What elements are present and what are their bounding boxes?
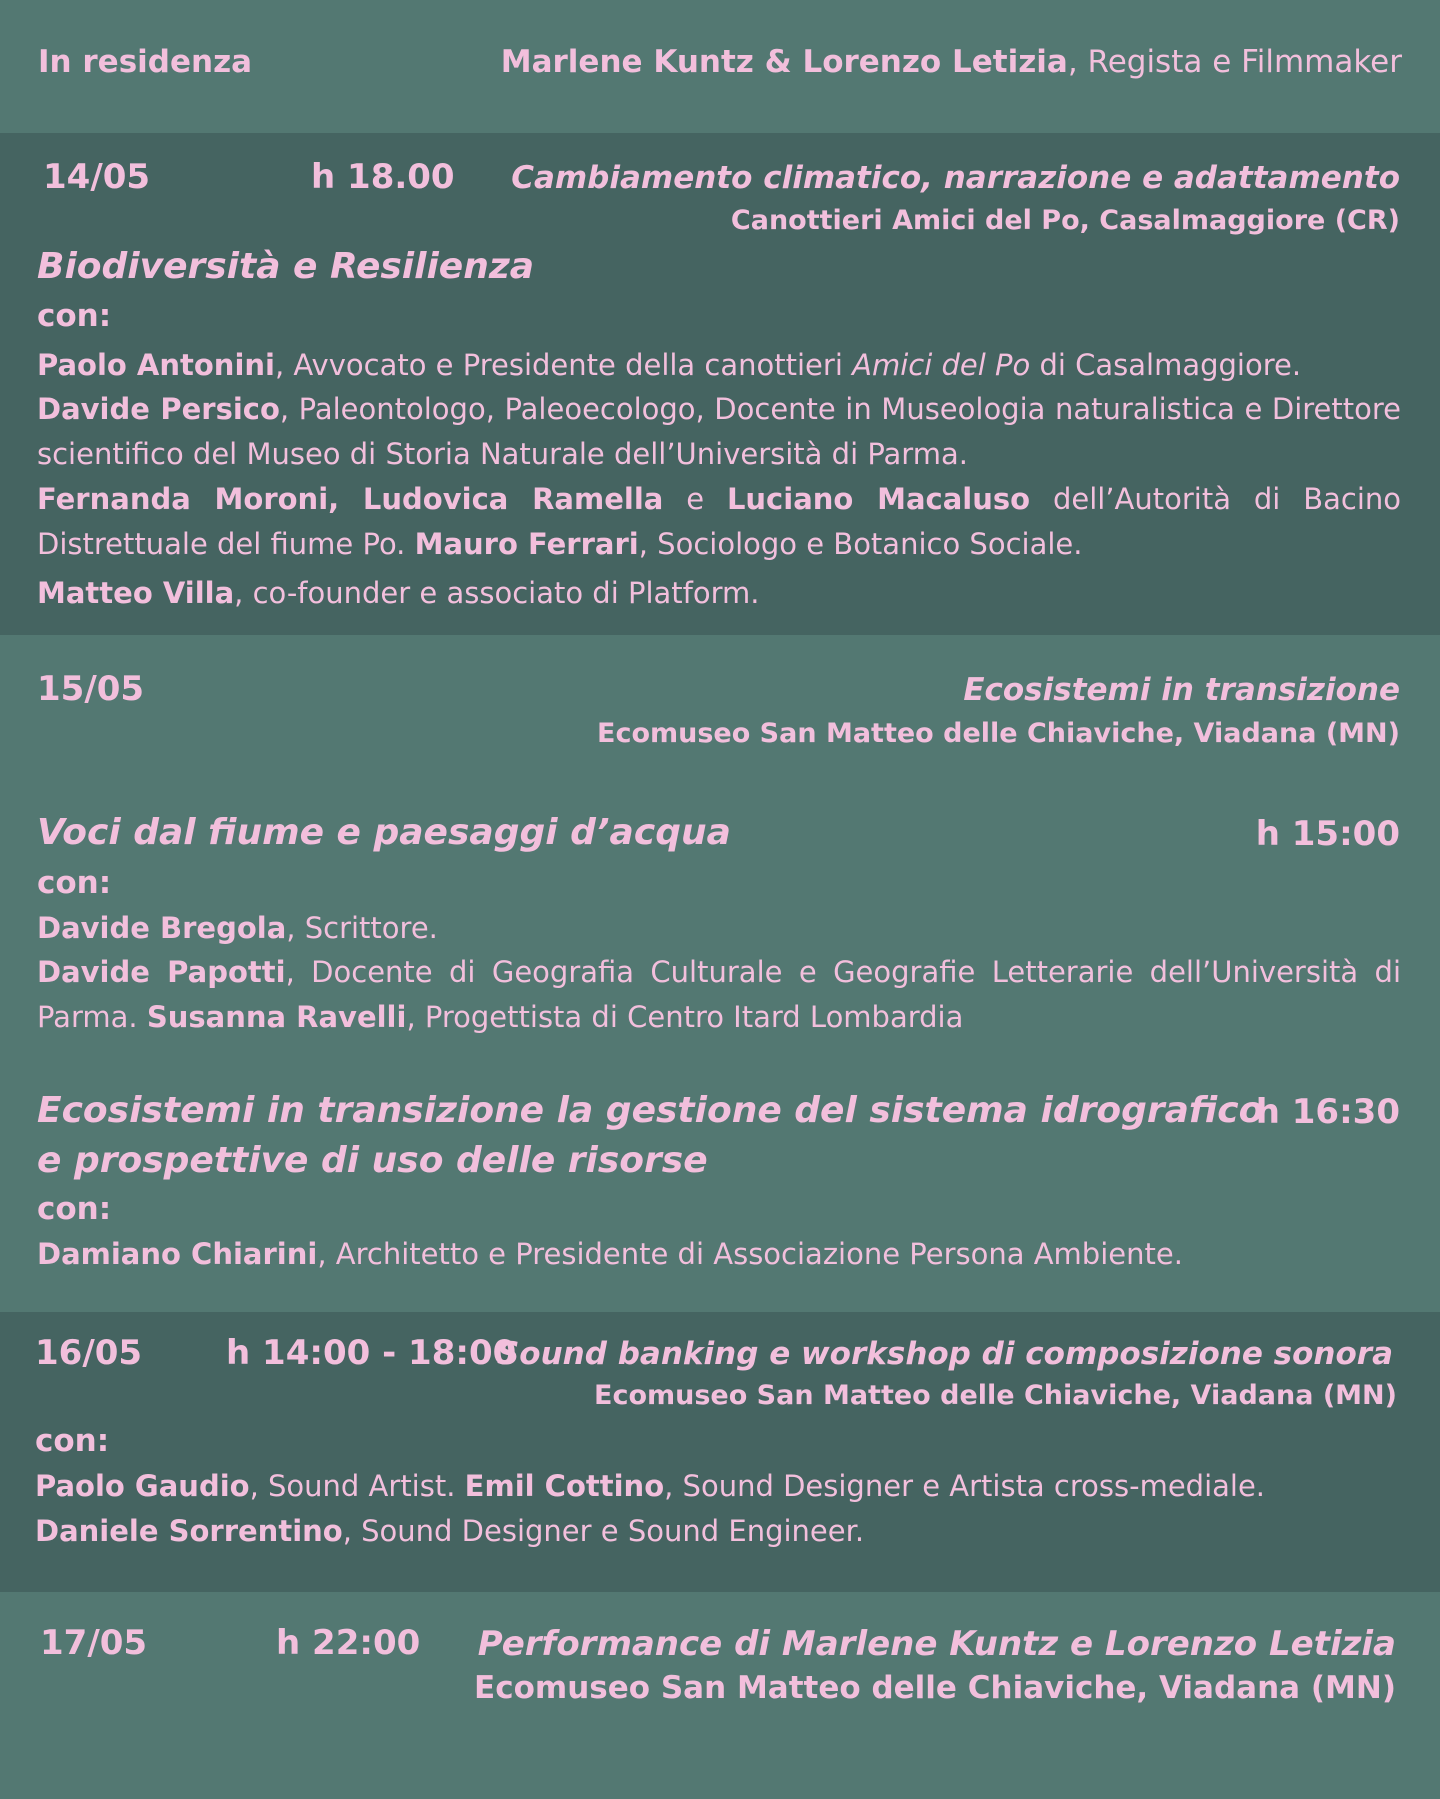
event-15-05 <box>0 635 1440 1312</box>
participant-paragraph <box>37 477 1401 567</box>
participant-name: Daniele Sorrentino <box>35 1514 343 1548</box>
session-title: Ecosistemi in transizione la gestione del sistema idrografico <box>37 1090 1264 1131</box>
event-title: Cambiamento climatico, narrazione e adattamento <box>511 160 1400 196</box>
participant-desc: , Docente di Geografia Culturale e Geografie Letterarie dell’Università di Parma. <box>37 955 1402 1034</box>
participant-conjunction: e <box>663 482 727 516</box>
con-label: con: <box>37 298 112 334</box>
participant-name: Mauro Ferrari <box>414 527 639 561</box>
participant-name: Fernanda Moroni, Ludovica Ramella <box>37 482 664 516</box>
session-title: Biodiversità e Resilienza <box>37 246 535 287</box>
participant-desc: , Progettista di Centro Itard Lombardia <box>406 1000 964 1034</box>
participant-name: Susanna Ravelli <box>146 1000 407 1034</box>
participant-desc: , Sociologo e Botanico Sociale. <box>638 527 1083 561</box>
participant-name: Davide Bregola <box>37 911 287 945</box>
event-venue: Ecomuseo San Matteo delle Chiaviche, Viadana (MN) <box>474 1670 1396 1706</box>
session-title: Voci dal fiume e paesaggi d’acqua <box>37 812 731 853</box>
participant-name: Matteo Villa <box>37 576 235 610</box>
participant-desc: , Avvocato e Presidente della canottieri <box>274 348 853 382</box>
participant-desc: , Architetto e Presidente di Associazione Persona Ambiente. <box>317 1237 1183 1271</box>
participant-name: Paolo Antonini <box>37 348 275 382</box>
event-date: 15/05 <box>37 669 145 709</box>
event-time: h 14:00 - 18:00 <box>226 1333 517 1373</box>
con-label: con: <box>35 1423 110 1459</box>
participant-desc: dell’Autorità di Bacino Distrettuale del fiume Po. <box>37 482 1401 561</box>
participant-name: Davide Papotti <box>37 955 286 989</box>
event-time: h 18.00 <box>311 157 455 197</box>
residency-role: Regista e Filmmaker <box>1087 44 1402 80</box>
participant-line <box>37 571 1401 616</box>
event-date: 17/05 <box>40 1623 148 1663</box>
event-14-05 <box>0 133 1440 635</box>
participant-desc: , Paleontologo, Paleoecologo, Docente in Museologia naturalistica e Direttore scientifico del Museo di Storia Naturale dell’Università di Parma. <box>37 392 1401 471</box>
event-date: 14/05 <box>43 157 151 197</box>
event-title: Performance di Marlene Kuntz e Lorenzo Letizia <box>477 1624 1396 1664</box>
event-time: h 22:00 <box>276 1623 421 1663</box>
event-16-05 <box>0 1312 1440 1592</box>
participant-desc: , Sound Designer e Sound Engineer. <box>342 1514 865 1548</box>
participant-desc: , Sound Artist. <box>249 1469 465 1503</box>
participant-line <box>37 343 1401 388</box>
participant-line <box>35 1464 1399 1509</box>
participant-desc: , Scrittore. <box>286 911 438 945</box>
event-17-05 <box>0 1592 1440 1799</box>
participant-line <box>35 1509 1399 1554</box>
participant-paragraph <box>37 387 1401 477</box>
participant-name: Luciano Macaluso <box>726 482 1031 516</box>
session-title: e prospettive di uso delle risorse <box>37 1140 708 1181</box>
session-time: h 15:00 <box>1255 814 1400 854</box>
con-label: con: <box>37 1191 112 1227</box>
participant-name: Damiano Chiarini <box>37 1237 318 1271</box>
residency-artists: Marlene Kuntz & Lorenzo Letizia <box>500 44 1068 80</box>
session-time: h 16:30 <box>1255 1092 1400 1132</box>
residency-separator: , <box>1067 44 1088 80</box>
participant-line <box>37 906 1401 951</box>
residency-artists-line <box>501 44 1402 80</box>
event-venue: Ecomuseo San Matteo delle Chiaviche, Viadana (MN) <box>597 718 1400 749</box>
residency-label: In residenza <box>38 44 253 80</box>
residency-section <box>0 0 1440 133</box>
con-label: con: <box>37 865 112 901</box>
participant-desc: , Sound Designer e Artista cross-mediale. <box>664 1469 1266 1503</box>
participant-desc: di Casalmaggiore. <box>1030 348 1302 382</box>
participant-name: Emil Cottino <box>464 1469 665 1503</box>
event-venue: Ecomuseo San Matteo delle Chiaviche, Viadana (MN) <box>594 1380 1397 1411</box>
participant-paragraph <box>37 950 1401 1040</box>
event-title: Sound banking e workshop di composizione sonora <box>496 1336 1393 1372</box>
participant-line <box>37 1232 1401 1277</box>
participant-name: Davide Persico <box>37 392 280 426</box>
event-title: Ecosistemi in transizione <box>963 672 1400 708</box>
event-date: 16/05 <box>35 1333 143 1373</box>
participant-org: Amici del Po <box>852 348 1031 382</box>
event-venue: Canottieri Amici del Po, Casalmaggiore (CR) <box>730 205 1400 236</box>
participant-desc: , co-founder e associato di Platform. <box>234 576 760 610</box>
participant-name: Paolo Gaudio <box>35 1469 250 1503</box>
